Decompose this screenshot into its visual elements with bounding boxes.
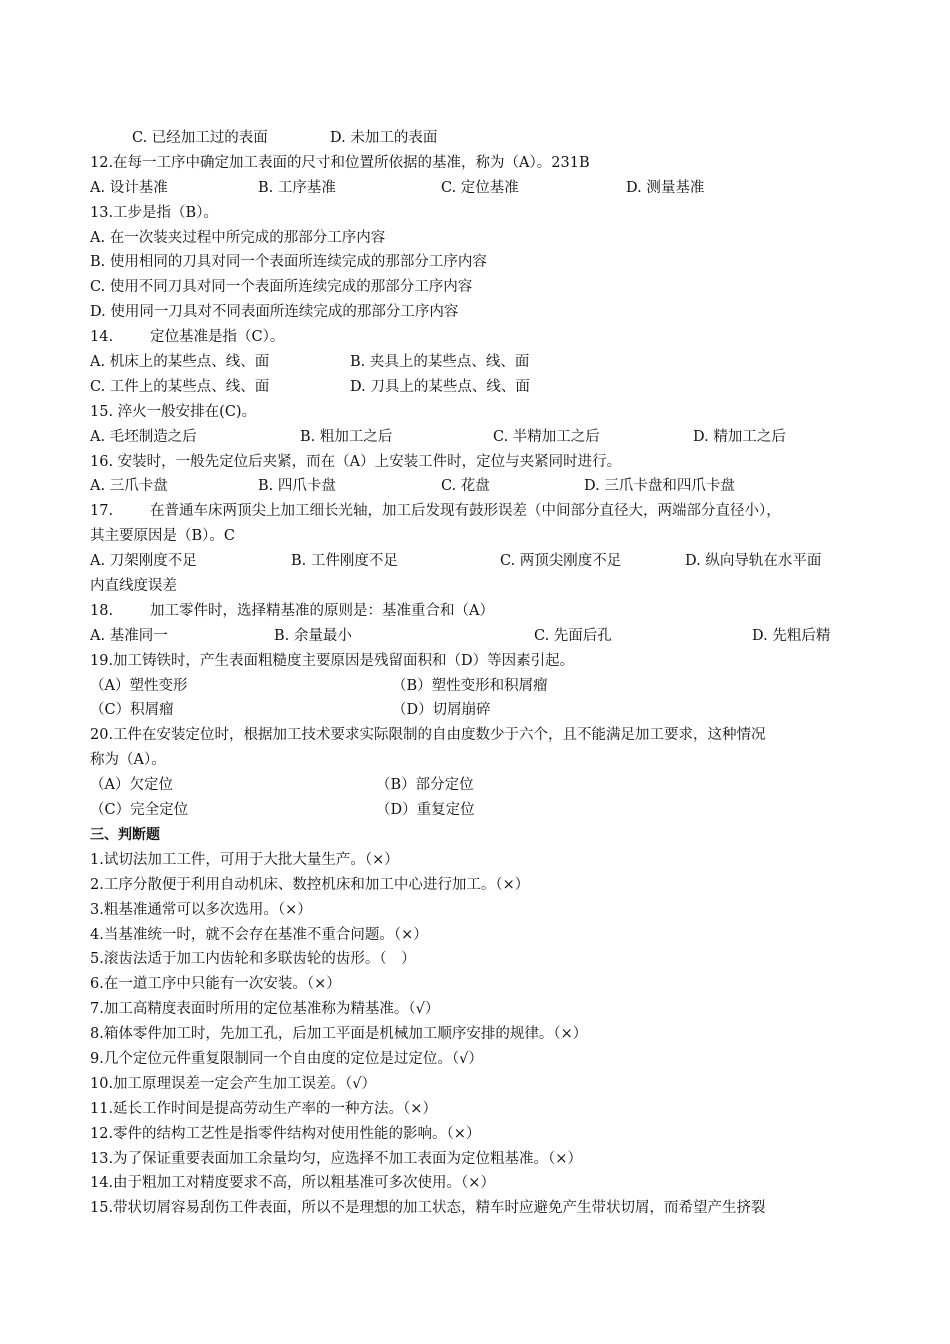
q15-option-a: A. 毛坯制造之后 (90, 428, 197, 445)
q14-options-row1 (90, 350, 870, 375)
q15-option-b: B. 粗加工之后 (300, 428, 393, 445)
q17-option-c: C. 两顶尖刚度不足 (500, 553, 622, 570)
q17-options (90, 549, 870, 574)
q14-option-a: A. 机床上的某些点、线、面 (90, 354, 270, 371)
q13-option-a: A. 在一次装夹过程中所完成的那部分工序内容 (90, 229, 386, 246)
judge-item: 10.加工原理误差一定会产生加工误差。（√） (90, 1075, 377, 1092)
q14-stem (90, 325, 870, 350)
judge-item: 4.当基准统一时，就不会存在基准不重合问题。（×） (90, 926, 428, 943)
q18-number: 18. (90, 602, 114, 619)
judge-item: 6.在一道工序中只能有一次安装。（×） (90, 976, 341, 993)
judge-item: 8.箱体零件加工时，先加工孔，后加工平面是机械加工顺序安排的规律。（×） (90, 1026, 588, 1043)
judge-item: 3.粗基准通常可以多次选用。（×） (90, 901, 312, 918)
q20-option-b: （B）部分定位 (376, 777, 474, 794)
q12-options (90, 176, 870, 201)
q20-options-row2 (90, 798, 870, 823)
judge-item: 12.零件的结构工艺性是指零件结构对使用性能的影响。（×） (90, 1125, 481, 1142)
judge-item: 5.滚齿法适于加工内齿轮和多联齿轮的齿形。（ ） (90, 951, 416, 968)
q19-options-row2 (90, 698, 870, 723)
q18-text: 加工零件时，选择精基准的原则是：基准重合和（A） (150, 602, 494, 619)
q13-option-c: C. 使用不同刀具对同一个表面所连续完成的那部分工序内容 (90, 279, 473, 296)
q16-option-b: B. 四爪卡盘 (258, 478, 336, 495)
judge-item: 2.工序分散便于利用自动机床、数控机床和加工中心进行加工。（×） (90, 876, 530, 893)
q19-option-a: （A）塑性变形 (90, 677, 188, 694)
q20-option-d: （D）重复定位 (376, 802, 475, 819)
q12-option-b: B. 工序基准 (258, 179, 336, 196)
q19-options-row1 (90, 674, 870, 699)
q19-option-d: （D）切屑崩碎 (392, 702, 491, 719)
q11-options (90, 126, 870, 151)
q18-stem (90, 599, 870, 624)
q16-option-c: C. 花盘 (441, 478, 490, 495)
q17-option-b: B. 工件刚度不足 (291, 553, 398, 570)
q18-option-d: D. 先粗后精 (752, 627, 831, 644)
q20-option-a: （A）欠定位 (90, 777, 173, 794)
judge-item: 9.几个定位元件重复限制同一个自由度的定位是过定位。（√） (90, 1050, 483, 1067)
q17-number: 17. (90, 503, 114, 520)
q13-option-d: D. 使用同一刀具对不同表面所连续完成的那部分工序内容 (90, 304, 459, 321)
q13-option-b: B. 使用相同的刀具对同一个表面所连续完成的那部分工序内容 (90, 254, 487, 271)
q19-option-b: （B）塑性变形和积屑瘤 (392, 677, 548, 694)
q15-stem: 15. 淬火一般安排在(C)。 (90, 403, 257, 420)
q18-option-b: B. 余量最小 (274, 627, 352, 644)
q19-stem: 19.加工铸铁时，产生表面粗糙度主要原因是残留面积和（D）等因素引起。 (90, 652, 575, 669)
judge-item: 15.带状切屑容易刮伤工件表面，所以不是理想的加工状态，精车时应避免产生带状切屑，而希望产生挤裂 (90, 1200, 766, 1217)
q17-option-d: D. 纵向导轨在水平面 (685, 553, 822, 570)
q19-option-c: （C）积屑瘤 (90, 702, 174, 719)
judge-item: 7.加工高精度表面时所用的定位基准称为精基准。（√） (90, 1001, 440, 1018)
q15-option-d: D. 精加工之后 (693, 428, 786, 445)
q18-option-a: A. 基准同一 (90, 627, 168, 644)
q17-option-a: A. 刀架刚度不足 (90, 553, 197, 570)
q14-options-row2 (90, 375, 870, 400)
judge-item: 11.延长工作时间是提高劳动生产率的一种方法。（×） (90, 1100, 437, 1117)
q16-option-a: A. 三爪卡盘 (90, 478, 168, 495)
q17-stem-cont: 其主要原因是（B）。C (90, 528, 235, 545)
q14-option-d: D. 刀具上的某些点、线、面 (350, 378, 530, 395)
q15-option-c: C. 半精加工之后 (493, 428, 600, 445)
q12-option-a: A. 设计基准 (90, 179, 168, 196)
q16-stem: 16. 安装时，一般先定位后夹紧，而在（A）上安装工件时，定位与夹紧同时进行。 (90, 453, 622, 470)
q20-stem: 20.工件在安装定位时，根据加工技术要求实际限制的自由度数少于六个，且不能满足加工要求，这种情况 (90, 727, 766, 744)
q14-option-c: C. 工件上的某些点、线、面 (90, 378, 270, 395)
q17-text: 在普通车床两顶尖上加工细长光轴，加工后发现有鼓形误差（中间部分直径大，两端部分直径小）， (150, 503, 781, 520)
q18-options (90, 624, 870, 649)
q12-option-c: C. 定位基准 (441, 179, 519, 196)
q13-stem: 13.工步是指（B）。 (90, 204, 218, 221)
q12-option-d: D. 测量基准 (626, 179, 705, 196)
q20-option-c: （C）完全定位 (90, 802, 189, 819)
q14-option-b: B. 夹具上的某些点、线、面 (350, 354, 530, 371)
q11-option-d: D. 未加工的表面 (330, 130, 438, 146)
q14-number: 14. (90, 329, 114, 346)
q15-options (90, 425, 870, 450)
q11-option-c: C. 已经加工过的表面 (132, 130, 268, 146)
judge-item: 13.为了保证重要表面加工余量均匀，应选择不加工表面为定位粗基准。（×） (90, 1150, 582, 1167)
judge-item: 14.由于粗加工对精度要求不高，所以粗基准可多次使用。（×） (90, 1175, 495, 1192)
q14-text: 定位基准是指（C）。 (150, 329, 285, 346)
q12-stem: 12.在每一工序中确定加工表面的尺寸和位置所依据的基准，称为（A）。231B (90, 154, 590, 171)
q16-options (90, 474, 870, 499)
q17-option-d-cont: 内直线度误差 (90, 578, 177, 595)
q16-option-d: D. 三爪卡盘和四爪卡盘 (584, 478, 735, 495)
q17-stem (90, 499, 870, 524)
q20-options-row1 (90, 773, 870, 798)
q18-option-c: C. 先面后孔 (534, 627, 612, 644)
q20-stem-cont: 称为（A）。 (90, 752, 166, 769)
document-page (90, 126, 870, 1221)
judge-item: 1.试切法加工工件，可用于大批大量生产。（×） (90, 851, 399, 868)
section-heading: 三、判断题 (90, 826, 160, 843)
